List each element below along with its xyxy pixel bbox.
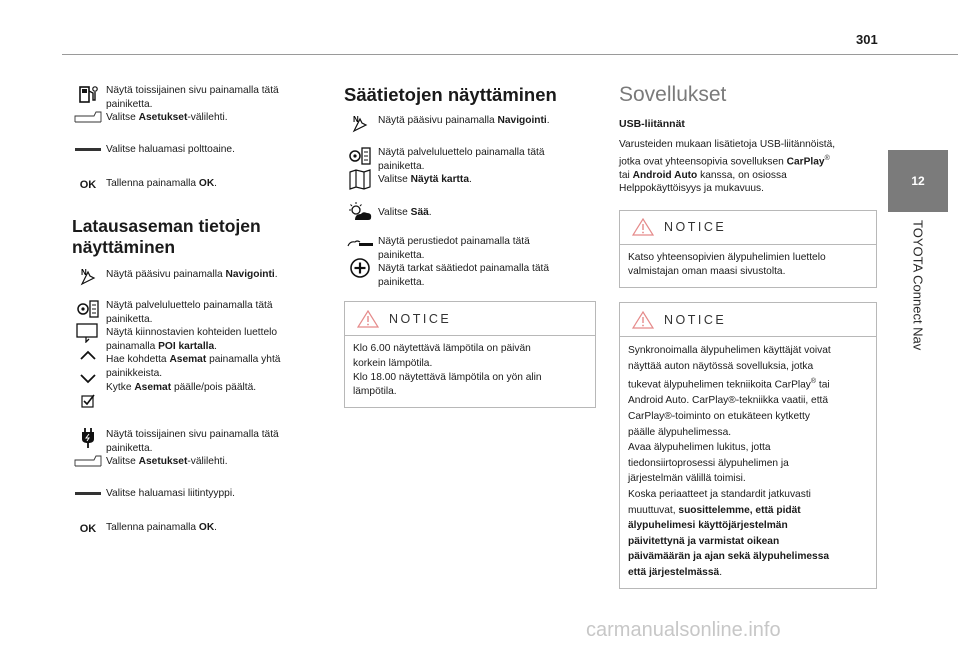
svg-text:N: N — [353, 115, 359, 124]
save-text: Tallenna painamalla OK. — [106, 178, 218, 189]
top-rule — [62, 54, 958, 55]
tab-icon — [74, 107, 102, 127]
column-left — [72, 80, 320, 542]
step-charge-settings: Näytä toissijainen sivu painamalla tätä painiketta. Valitse Asetukset-välilehti. — [72, 428, 320, 474]
text-secondary-page: Näytä toissijainen sivu painamalla tätä — [106, 85, 279, 96]
ok-icon: OK — [79, 179, 97, 191]
step-save — [72, 175, 320, 198]
warning-icon — [357, 310, 379, 328]
heading-apps: Sovellukset — [619, 83, 727, 106]
heading-weather: Säätietojen näyttäminen — [344, 84, 557, 105]
column-right — [619, 80, 877, 589]
notice-sync: NOTICE Synkronoimalla älypuhelimen käyttäjät voivat näyttää auton näytössä sovelluksia, jotka tukevat älypuhelimen tekniikoita CarPlay® tai Android Auto. CarPlay®-tekniikka vaatii, että CarPlay®-toiminto on etukäteen kytketty päälle älypuhelimessa. Avaa älypuhelimen lukitus, jotta tiedonsiirtoprosessi älypuhelimen ja järjestelmän välillä toimisi. Koska periaatteet ja standardit jatkuvasti muuttuvat, suosittelemme, että pidät älypuhelimesi käyttöjärjestelmän päivitettynä ja varmistat oikean päivämäärän ja ajan sekä älypuhelimessa että järjestelmässä. — [619, 302, 877, 589]
notice-weather: NOTICE Klo 6.00 näytettävä lämpötila on päivän korkein lämpötila. Klo 18.00 näytettävä lämpötila on yön alin lämpötila. — [344, 301, 596, 408]
poi-map-icon — [74, 322, 102, 342]
warning-icon-3 — [632, 311, 654, 329]
chapter-tab — [888, 150, 948, 212]
heading-charging-stations: Latausaseman tietojen näyttäminen — [72, 216, 261, 257]
usb-intro: Varusteiden mukaan lisätietoja USB-liitännöistä, jotka ovat yhteensopivia sovelluksen CarPlay® tai Android Auto kanssa, on osiossa Helppokäyttöisyys ja mukavuus. — [619, 139, 836, 195]
step-save-2: OK Tallenna painamalla OK. — [79, 522, 218, 535]
subheading-usb: USB-liitännät — [619, 118, 685, 130]
weather-icon — [346, 202, 374, 222]
navigation-icon-2 — [346, 113, 374, 133]
step-settings: Näytä toissijainen sivu painamalla tätä painiketta. Valitse Asetukset-välilehti. — [72, 84, 320, 130]
chevron-down-icon — [74, 368, 102, 388]
svg-text:N: N — [81, 268, 87, 277]
step-nav: N Näytä pääsivu painamalla Navigointi. — [72, 266, 320, 289]
plug-icon — [74, 428, 102, 448]
checkbox-icon — [74, 391, 102, 411]
chapter-number: 12 — [911, 174, 925, 188]
chevron-up-icon — [74, 345, 102, 365]
selection-bar-icon — [74, 140, 102, 160]
step-connector: Valitse haluamasi liitintyyppi. — [72, 484, 320, 507]
map-icon — [346, 169, 374, 189]
services-list-icon — [74, 299, 102, 319]
step-services: Näytä palveluluettelo painamalla tätä painiketta. Näytä kiinnostavien kohteiden luettelo painamalla POI kartalla. Hae kohdetta Asemat painamalla yhtä painikkeista. Kytke Asemat päälle/pois päältä. — [72, 299, 320, 414]
w-step-nav: N Näytä pääsivu painamalla Navigointi. — [344, 113, 596, 136]
step-fuel — [72, 140, 320, 163]
w-step-details: Näytä perustiedot painamalla tätä painiketta. Näytä tarkat säätiedot painamalla tätä painiketta. — [344, 235, 596, 289]
w-step-weather: Valitse Sää. — [344, 202, 596, 225]
basic-info-bar-icon — [346, 235, 374, 255]
column-middle — [344, 80, 596, 408]
notice-compatibility: NOTICE Katso yhteensopivien älypuhelimien luettelo valmistajan oman maasi sivustolta. — [619, 210, 877, 288]
navigation-icon — [74, 266, 102, 286]
tab-icon-2 — [74, 451, 102, 471]
page-number: 301 — [856, 32, 878, 47]
services-list-icon-2 — [346, 146, 374, 166]
ok-icon-2: OK — [79, 523, 97, 535]
fuel-settings-icon — [74, 84, 102, 104]
w-step-services: Näytä palveluluettelo painamalla tätä painiketta. Valitse Näytä kartta. — [344, 146, 596, 192]
fuel-text: Valitse haluamasi polttoaine. — [106, 144, 235, 155]
chapter-label: TOYOTA Connect Nav — [910, 220, 926, 351]
watermark: carmanualsonline.info — [586, 619, 781, 641]
notice-title: NOTICE — [389, 311, 452, 326]
plus-circle-icon — [346, 258, 374, 278]
selection-bar-icon-2 — [74, 484, 102, 504]
warning-icon-2 — [632, 218, 654, 236]
